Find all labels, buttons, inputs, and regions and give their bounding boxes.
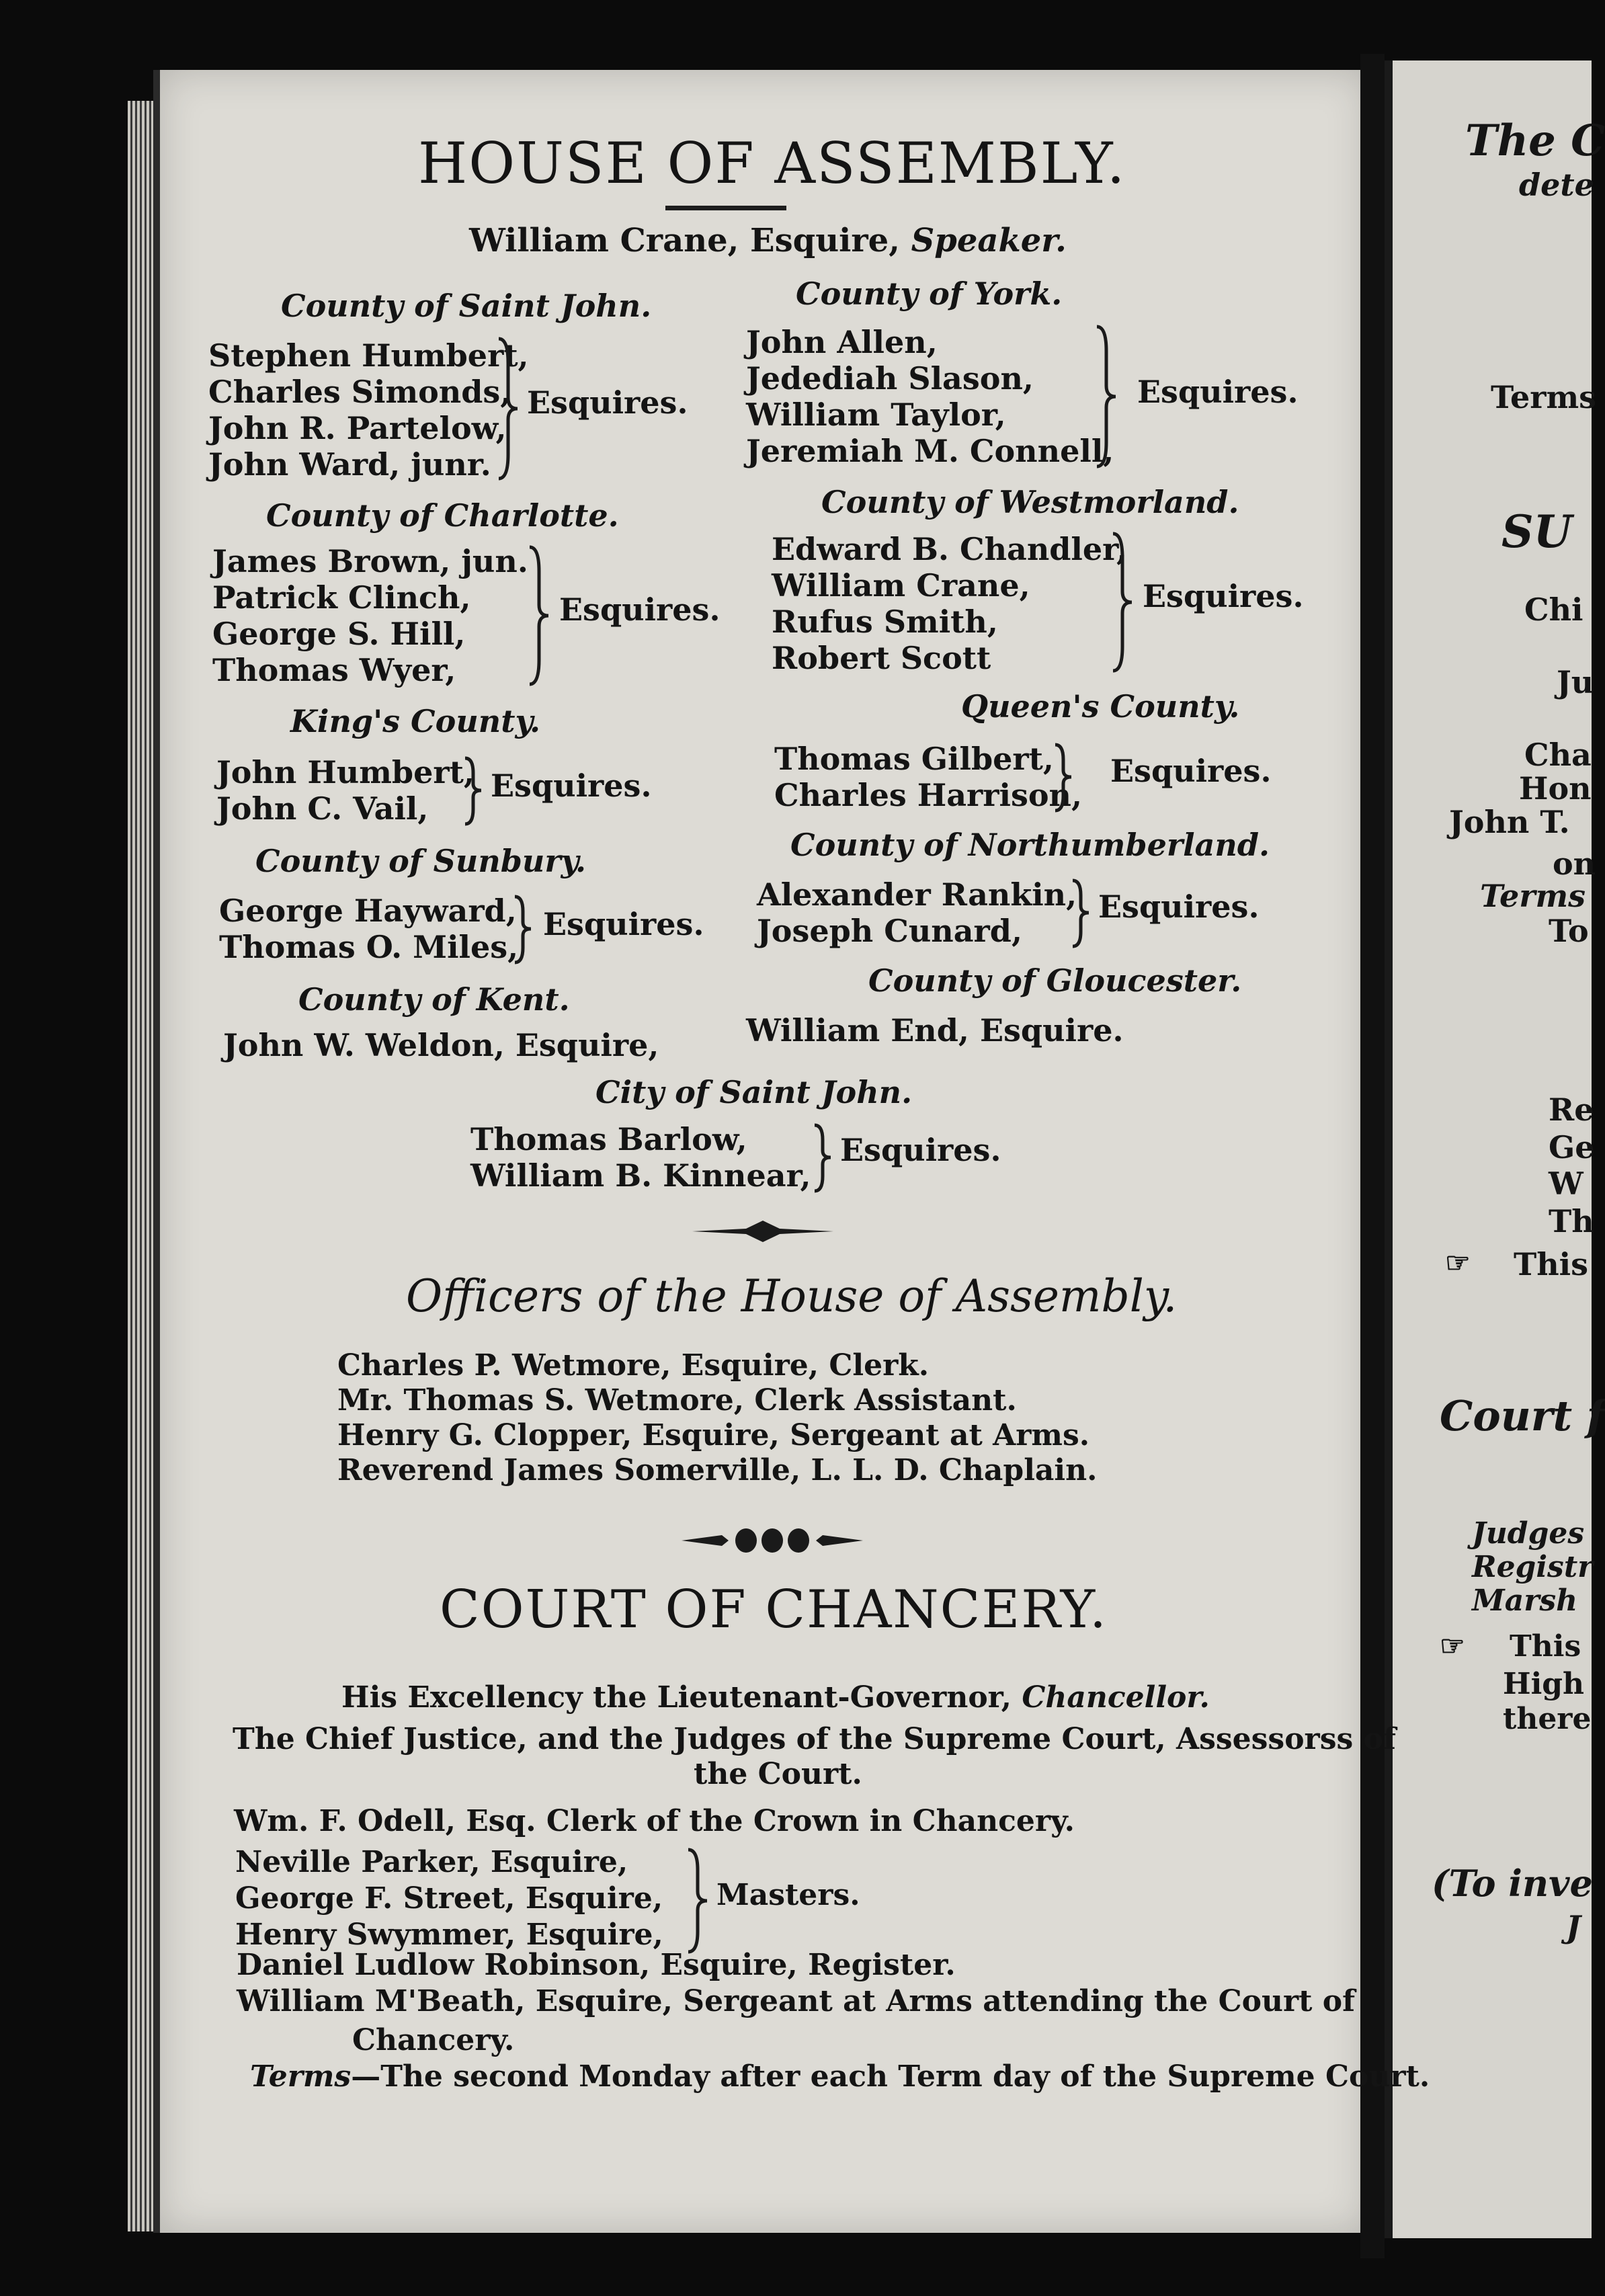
clerk-line: Wm. F. Odell, Esq. Clerk of the Crown in Chancery. bbox=[234, 1804, 1075, 1838]
masters-list bbox=[235, 1844, 663, 1953]
facing-fragment: This bbox=[1510, 1629, 1581, 1664]
speaker-name: William Crane, Esquire, bbox=[469, 222, 900, 259]
brace bbox=[686, 1847, 710, 1955]
member-name: William Taylor, bbox=[746, 397, 1006, 433]
chancellor-line bbox=[341, 1680, 1210, 1715]
facing-fragment: Registr bbox=[1472, 1550, 1594, 1584]
assessors-line-continued: the Court. bbox=[694, 1757, 862, 1791]
facing-fragment: Th bbox=[1549, 1203, 1594, 1239]
facing-fragment: Ju bbox=[1557, 664, 1594, 700]
facing-fragment: Judges bbox=[1472, 1516, 1585, 1551]
esquires-label: Esquires. bbox=[1143, 578, 1304, 614]
pointing-hand-icon: ☞ bbox=[1445, 1246, 1471, 1279]
member-name: Thomas Wyer, bbox=[212, 652, 456, 688]
brace bbox=[1094, 324, 1118, 469]
county-member-list bbox=[470, 1121, 811, 1194]
facing-fragment: Terms bbox=[1480, 878, 1586, 914]
pointing-hand-icon: ☞ bbox=[1440, 1629, 1465, 1662]
county-heading: City of Saint John. bbox=[595, 1074, 913, 1110]
esquires-label: Esquires. bbox=[559, 591, 721, 628]
county-member-list bbox=[212, 543, 528, 688]
officer-line: Reverend James Somerville, L. L. D. Chaplain. bbox=[337, 1453, 1098, 1487]
ornament-divider bbox=[692, 1218, 833, 1245]
member-name: Jeremiah M. Connell, bbox=[746, 433, 1114, 469]
facing-fragment: J bbox=[1566, 1909, 1581, 1945]
county-heading: County of Charlotte. bbox=[266, 497, 619, 534]
member-name: Thomas Gilbert, bbox=[774, 741, 1054, 777]
member-name: Charles Simonds, bbox=[208, 374, 511, 410]
member-name: George S. Hill, bbox=[212, 616, 466, 652]
facing-fragment: Re bbox=[1549, 1092, 1594, 1128]
terms-text: —The second Monday after each Term day of the Supreme Court. bbox=[351, 2059, 1430, 2094]
master-name: George F. Street, Esquire, bbox=[235, 1881, 663, 1916]
officer-line: Henry G. Clopper, Esquire, Sergeant at Arms. bbox=[337, 1418, 1090, 1452]
sergeant-line: William M'Beath, Esquire, Sergeant at Arms attending the Court of bbox=[237, 1984, 1356, 2018]
brace bbox=[527, 544, 551, 687]
terms-label: Terms bbox=[250, 2059, 352, 2094]
brace bbox=[812, 1122, 833, 1194]
brace bbox=[1110, 531, 1135, 673]
brace bbox=[512, 894, 534, 965]
member-name: Alexander Rankin, bbox=[757, 876, 1077, 913]
member-name: Rufus Smith, bbox=[772, 604, 998, 640]
officers-list bbox=[337, 1348, 1097, 1488]
facing-fragment: High bbox=[1503, 1667, 1585, 1701]
facing-fragment: Cha bbox=[1524, 737, 1592, 773]
facing-fragment: This bbox=[1514, 1246, 1589, 1282]
member-name: John Ward, junr. bbox=[208, 446, 491, 483]
member-name: George Hayward, bbox=[219, 893, 517, 929]
member-name: Jedediah Slason, bbox=[746, 360, 1034, 397]
esquires-label: Esquires. bbox=[1137, 374, 1299, 410]
facing-fragment: Chi bbox=[1524, 591, 1583, 628]
esquires-label: Esquires. bbox=[527, 384, 688, 421]
member-name: Joseph Cunard, bbox=[757, 913, 1022, 949]
speaker-line bbox=[469, 222, 1067, 259]
county-heading: County of Gloucester. bbox=[868, 962, 1242, 999]
officer-line: Mr. Thomas S. Wetmore, Clerk Assistant. bbox=[337, 1383, 1017, 1418]
member-name: Stephen Humbert, bbox=[208, 337, 529, 374]
facing-fragment: dete bbox=[1519, 167, 1594, 203]
county-heading: County of Sunbury. bbox=[255, 843, 587, 879]
facing-fragment: Ge bbox=[1549, 1129, 1595, 1165]
facing-fragment: Marsh bbox=[1472, 1584, 1578, 1618]
facing-fragment: SU bbox=[1501, 505, 1573, 558]
county-heading: County of Kent. bbox=[298, 981, 570, 1018]
facing-fragment: Court f bbox=[1440, 1391, 1605, 1440]
facing-fragment: (To inve bbox=[1432, 1862, 1593, 1905]
facing-fragment: Terms bbox=[1491, 379, 1597, 415]
esquires-label: Esquires. bbox=[1110, 753, 1272, 789]
officers-title: Officers of the House of Assembly. bbox=[406, 1270, 1178, 1322]
facing-fragment: there bbox=[1503, 1702, 1592, 1736]
register-line: Daniel Ludlow Robinson, Esquire, Register. bbox=[237, 1948, 956, 1982]
county-heading: County of Saint John. bbox=[281, 288, 652, 324]
book-gutter bbox=[1360, 54, 1385, 2258]
member-name: John R. Partelow, bbox=[208, 410, 507, 446]
member-name: Thomas Barlow, bbox=[470, 1121, 747, 1157]
masters-label: Masters. bbox=[716, 1878, 860, 1912]
county-heading: Queen's County. bbox=[961, 688, 1240, 725]
member-name: Robert Scott bbox=[772, 640, 991, 676]
chancellor-role: Chancellor. bbox=[1022, 1680, 1210, 1715]
county-heading: County of Westmorland. bbox=[821, 484, 1239, 520]
facing-fragment: W bbox=[1549, 1165, 1583, 1202]
title-rule bbox=[665, 206, 786, 210]
officer-line: Charles P. Wetmore, Esquire, Clerk. bbox=[337, 1348, 930, 1383]
brace bbox=[462, 755, 484, 827]
chancery-title: COURT OF CHANCERY. bbox=[440, 1580, 1108, 1640]
esquires-label: Esquires. bbox=[491, 768, 652, 804]
sergeant-line-continued: Chancery. bbox=[352, 2023, 515, 2057]
brace bbox=[496, 336, 520, 481]
ornament-divider bbox=[682, 1526, 863, 1555]
member-name: Edward B. Chandler, bbox=[772, 531, 1128, 567]
member-name: William B. Kinnear, bbox=[470, 1157, 811, 1194]
county-member-list bbox=[757, 876, 1077, 949]
county-member-list bbox=[774, 741, 1082, 813]
county-heading: County of Northumberland. bbox=[790, 827, 1270, 863]
esquires-label: Esquires. bbox=[1098, 889, 1260, 925]
county-member-list bbox=[772, 531, 1127, 676]
brace bbox=[1053, 742, 1074, 813]
facing-fragment: on bbox=[1553, 846, 1596, 882]
county-member-list bbox=[746, 324, 1114, 469]
member-name: John Allen, bbox=[746, 324, 938, 360]
chancellor-prefix: His Excellency the Lieutenant-Governor, bbox=[341, 1680, 1012, 1715]
member-name: John C. Vail, bbox=[216, 790, 429, 827]
county-member-list bbox=[219, 893, 518, 965]
master-name: Henry Swymmer, Esquire, bbox=[235, 1918, 663, 1952]
assessors-line: The Chief Justice, and the Judges of the Supreme Court, Assessorss of bbox=[233, 1722, 1396, 1756]
facing-fragment: Hon bbox=[1519, 770, 1592, 807]
esquires-label: Esquires. bbox=[543, 906, 704, 942]
master-name: Neville Parker, Esquire, bbox=[235, 1845, 628, 1879]
page-stack-edge bbox=[128, 101, 155, 2231]
speaker-role: Speaker. bbox=[911, 222, 1067, 259]
house-title: HOUSE OF ASSEMBLY. bbox=[418, 130, 1126, 196]
member-name: Charles Harrison, bbox=[774, 777, 1083, 813]
member-name: John Humbert, bbox=[216, 754, 475, 790]
terms-line bbox=[250, 2059, 1430, 2094]
member-name: William Crane, bbox=[772, 567, 1030, 604]
facing-fragment: To bbox=[1549, 913, 1589, 949]
county-member-list bbox=[208, 337, 529, 483]
county-member-list bbox=[216, 754, 475, 827]
member-name: John W. Weldon, Esquire, bbox=[223, 1027, 659, 1063]
esquires-label: Esquires. bbox=[840, 1132, 1001, 1168]
member-name: Thomas O. Miles, bbox=[219, 929, 519, 965]
member-name: Patrick Clinch, bbox=[212, 579, 471, 616]
facing-fragment: The C bbox=[1465, 116, 1605, 166]
county-heading: King's County. bbox=[290, 703, 540, 739]
facing-fragment: John T. bbox=[1449, 804, 1570, 840]
member-name: James Brown, jun. bbox=[212, 543, 528, 579]
county-heading: County of York. bbox=[796, 276, 1063, 312]
member-name: William End, Esquire. bbox=[746, 1012, 1124, 1049]
brace bbox=[1070, 878, 1092, 949]
